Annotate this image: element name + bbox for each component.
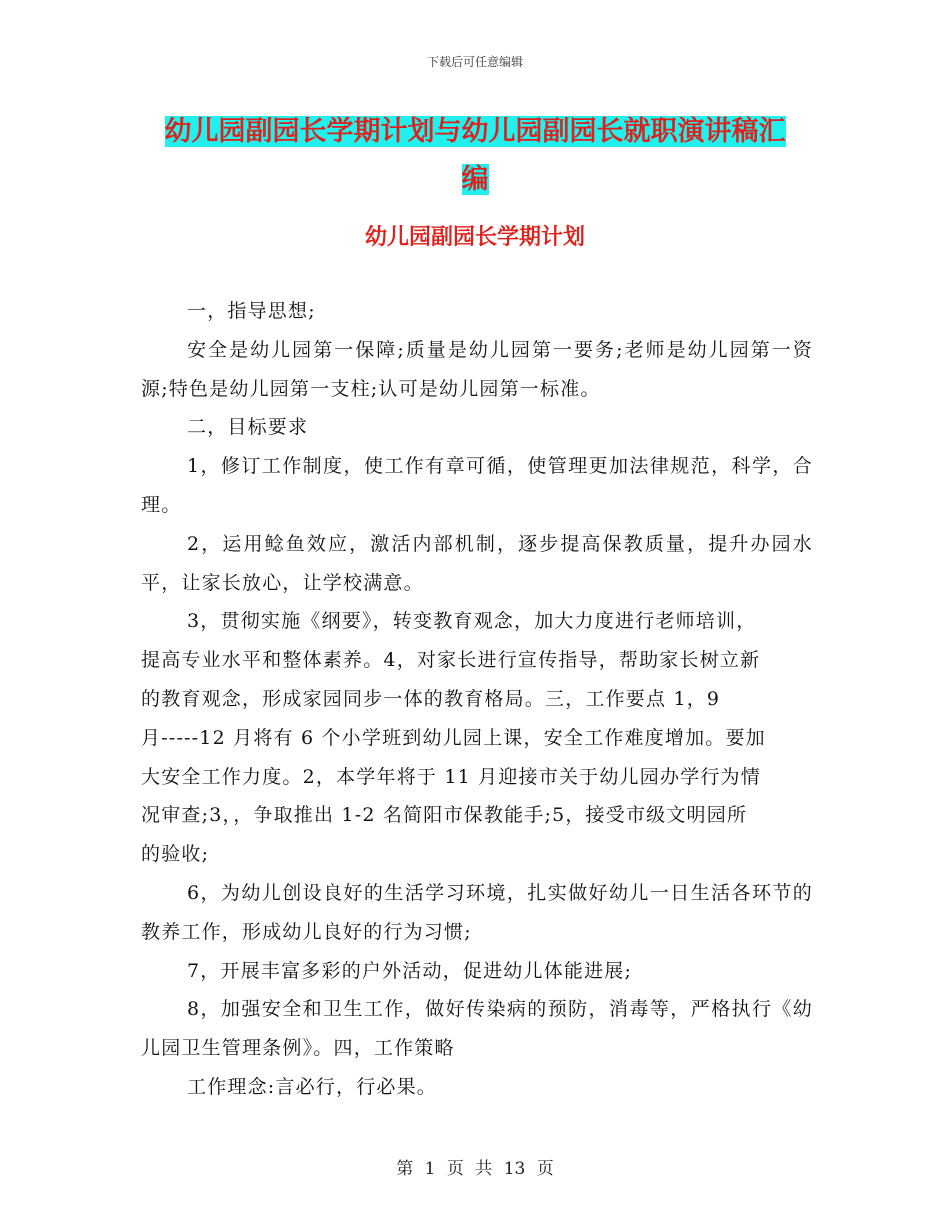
paragraph: 安全是幼儿园第一保障;质量是幼儿园第一要务;老师是幼儿园第一资源;特色是幼儿园第一支柱;认可是幼儿园第一标准。: [141, 338, 813, 400]
paragraph: 月-----12 月将有 6 个小学班到幼儿园上课，安全工作难度增加。要加: [141, 726, 766, 749]
paragraph: 7，开展丰富多彩的户外活动，促进幼儿体能进展;: [187, 959, 633, 982]
paragraph: 1，修订工作制度，使工作有章可循，使管理更加法律规范，科学，合理。: [141, 455, 813, 516]
document-title-line-2: 编: [461, 164, 489, 195]
section-title: 幼儿园副园长学期计划: [364, 224, 585, 250]
document-body: [141, 292, 813, 1107]
header-note: 下载后可任意编辑: [426, 55, 523, 69]
paragraph: 工作理念:言必行，行必果。: [187, 1075, 438, 1098]
paragraph: 大安全工作力度。2，本学年将于 11 月迎接市关于幼儿园办学行为情: [141, 765, 761, 788]
paragraph: 况审查;3，，争取推出 1-2 名简阳市保教能手;5，接受市级文明园所: [141, 804, 748, 827]
paragraph: 的验收;: [141, 843, 210, 866]
paragraph: 二，目标要求: [187, 416, 309, 439]
paragraph: 3，贯彻实施《纲要》，转变教育观念，加大力度进行老师培训，: [187, 610, 757, 633]
paragraph: 的教育观念，形成家园同步一体的教育格局。三，工作要点 1，9: [141, 687, 721, 710]
paragraph: 2，运用鲶鱼效应，激活内部机制，逐步提高保教质量，提升办园水平，让家长放心，让学校满意。: [141, 532, 813, 594]
paragraph: 提高专业水平和整体素养。4，对家长进行宣传指导，帮助家长树立新: [141, 649, 761, 672]
document-title-line-1: 幼儿园副园长学期计划与幼儿园副园长就职演讲稿汇: [164, 116, 786, 147]
page-number: 第 1 页 共 13 页: [396, 1159, 554, 1179]
paragraph: 8，加强安全和卫生工作，做好传染病的预防，消毒等，严格执行《幼儿园卫生管理条例》。四，工作策略: [141, 998, 813, 1060]
document-title: [0, 108, 950, 204]
paragraph: 一，指导思想;: [187, 300, 316, 322]
paragraph: 6，为幼儿创设良好的生活学习环境，扎实做好幼儿一日生活各环节的教养工作，形成幼儿良好的行为习惯;: [141, 881, 813, 943]
